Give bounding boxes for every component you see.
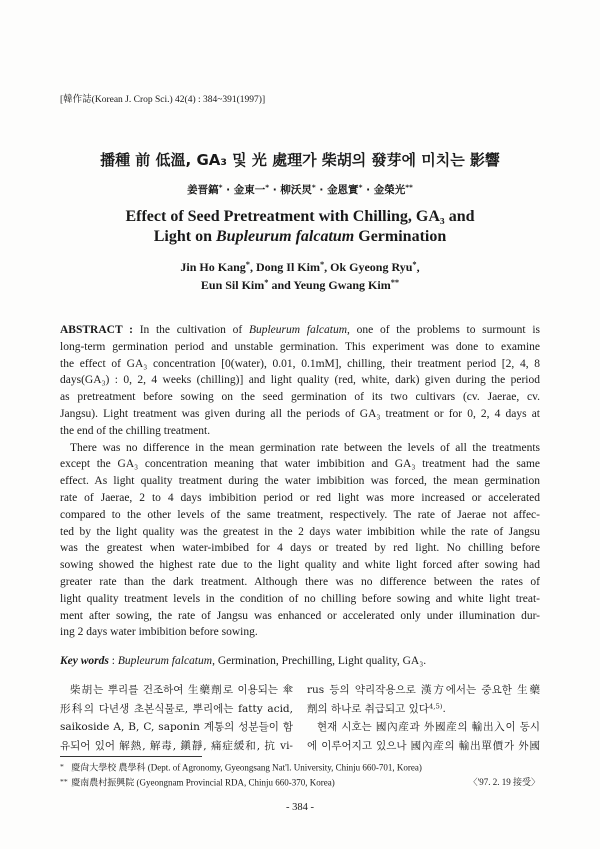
footnote-mark: ** [60, 776, 68, 786]
abstract-line [60, 322, 540, 339]
keywords [60, 653, 540, 669]
abstract-line: There was no difference in the mean germination rate between the levels of all the treatments [70, 441, 540, 454]
abstract-line: rate of Jaerae, 2 to 4 days imbibition period or red light was more increased or accelerated [60, 491, 540, 504]
author-name: Dong Il Kim [255, 260, 320, 274]
author-name: Ok Gyeong Ryu [330, 260, 413, 274]
keywords-colon: : [111, 655, 115, 667]
abstract-line: compared to the other levels of the same treatment, respectively. The rate of Jaerae not affec- [60, 508, 540, 521]
abstract-line: ing 2 days water imbibition before sowing. [60, 626, 258, 639]
abstract-line: long-term germination period and unstable germination. This experiment was done to examine [60, 340, 540, 353]
abstract-line: sowing showed the highest rate due to the light quality and white light forced after sowing had [60, 559, 540, 572]
abstract-line: greater rate than the dark treatment. Although there was no difference between the rates of [60, 575, 540, 588]
korean-author-list [0, 183, 600, 197]
species-name: Bupleurum falcatum [248, 324, 348, 336]
english-title-line: Effect of Seed Pretreatment with Chilling, GA₃ and [125, 208, 475, 225]
abstract [60, 322, 540, 641]
species-name: Bupleurum falcatum [117, 655, 213, 667]
english-title-line [0, 227, 600, 247]
body-line: 유되어 있어 解熱, 解毒, 鎭靜, 痛症緩和, 抗 vi- [60, 739, 293, 752]
abstract-line: days(GA₃) : 0, 2, 4 weeks (chilling)] and light quality (red, white, dark) given during the period [60, 374, 540, 387]
footnote-text: 慶尙大學校 農學科 (Dept. of Agronomy, Gyeongsang Nat'l. University, Chinju 660-701, Korea) [71, 762, 422, 773]
abstract-line: was the greatest when water-imbibed for 4 days or treated by red light. No chilling before [60, 542, 540, 555]
affiliation-mark: * [412, 260, 417, 270]
keywords-label: Key words [60, 655, 109, 667]
abstract-text: In the cultivation of [139, 324, 243, 336]
abstract-line: as pretreatment before sowing on the seed germination of its two cultivars (cv. Jaerae, cv. [60, 391, 540, 404]
abstract-line: except the GA₃ concentration meaning that water imbibition and GA₃ treatment had the same [60, 458, 540, 471]
korean-title: 播種 前 低溫, GA₃ 및 光 處理가 柴胡의 發芽에 미치는 影響 [100, 151, 500, 169]
journal-citation-header: [韓作誌(Korean J. Crop Sci.) 42(4) : 384~391(1997)] [60, 95, 266, 105]
english-title-text: Germination [358, 228, 447, 245]
species-name: Bupleurum falcatum [216, 228, 355, 245]
author-separator: , [324, 260, 328, 274]
body-column-right [307, 681, 540, 755]
abstract-label: ABSTRACT : [60, 324, 133, 336]
affiliation-mark: * [265, 182, 270, 192]
reference-citation: 4,5) [428, 702, 443, 711]
english-title [0, 207, 600, 247]
author-line [0, 258, 600, 276]
author-name-kr: 姜晋鎬 [187, 184, 219, 196]
body-text: . [442, 702, 446, 715]
english-author-list [0, 258, 600, 294]
affiliation-mark: * [358, 182, 363, 192]
affiliation-mark: * [311, 182, 316, 192]
affiliation-mark: ** [390, 278, 400, 288]
author-separator: · [272, 184, 277, 196]
body-text: 劑의 하나로 취급되고 있다 [307, 702, 429, 715]
author-separator: , [416, 260, 420, 274]
footnotes [60, 760, 540, 789]
received-date: 〈'97. 2. 19 接受〉 [468, 776, 540, 787]
body-line: 에 이루어지고 있으나 國內産의 輸出單價가 外國 [307, 739, 540, 752]
body-line: 形科의 다년생 초본식물로, 뿌리에는 fatty acid, [60, 702, 293, 715]
affiliation-mark: * [319, 260, 325, 270]
author-name-kr: 金東一 [233, 184, 266, 196]
body-line: 현재 시호는 國內産과 外國産의 輸出入이 동시 [317, 721, 540, 733]
abstract-line: ment after sowing, the rate of Jangsu was enhanced or accelerated only under illumination dur- [60, 609, 540, 622]
author-name-kr: 金榮光 [373, 184, 406, 196]
author-name-kr: 柳沃炅 [280, 184, 312, 196]
author-line [0, 276, 600, 294]
affiliation-mark: * [218, 182, 223, 192]
author-name: Jin Ho Kang [180, 260, 246, 274]
english-title-text: Light on [153, 228, 212, 245]
page-number: - 384 - [286, 802, 314, 813]
affiliation-mark: * [264, 278, 269, 288]
footnote-divider [60, 756, 202, 757]
abstract-line: effect. As light quality treatment during the water imbibition was forced, the mean germination [60, 475, 540, 488]
abstract-text: , one of the problems to surmount is [347, 324, 540, 336]
abstract-line: ted by the light quality was the greatest in the 2 days water imbibition while the rate of Jangsu [60, 525, 540, 538]
footnote-mark: * [60, 762, 64, 771]
body-line: 柴胡는 뿌리를 건조하여 生藥劑로 이용되는 傘 [70, 684, 293, 696]
body-line: saikoside A, B, C, saponin 계통의 성분들이 함 [60, 721, 293, 733]
abstract-line: the effect of GA₃ concentration [0(water), 0.01, 0.1mM], chilling, their treatment period [2, 4, 8 [60, 357, 540, 370]
author-separator: · [226, 184, 231, 196]
footnote [60, 760, 540, 775]
body-column-left [60, 681, 293, 755]
abstract-line: light quality treatment levels in the condition of no chilling before sowing and white light treat- [60, 592, 540, 605]
author-name: Eun Sil Kim [200, 278, 265, 292]
author-separator: , [249, 260, 253, 274]
abstract-line: Jangsu). Light treatment was given during all the periods of GA₃ treatment or for 0, 2, 4 days at [60, 407, 540, 420]
body-line: rus 등의 약리작용으로 漢方에서는 중요한 生藥 [307, 684, 540, 696]
footnote-text: 慶南農村振興院 (Gyeongnam Provincial RDA, Chinju 660-370, Korea) [71, 777, 335, 788]
author-name: Yeung Gwang Kim [293, 278, 391, 292]
author-separator: · [319, 184, 324, 196]
author-separator: · [366, 184, 371, 196]
affiliation-mark: * [245, 260, 250, 270]
body-line [307, 700, 540, 719]
author-conjunction: and [271, 278, 291, 292]
keywords-list: , Germination, Prechilling, Light quality, GA₃. [212, 655, 427, 667]
affiliation-mark: ** [405, 182, 413, 192]
footnote [60, 775, 540, 790]
abstract-line: the end of the chilling treatment. [60, 424, 211, 437]
author-name-kr: 金恩實 [327, 184, 359, 196]
